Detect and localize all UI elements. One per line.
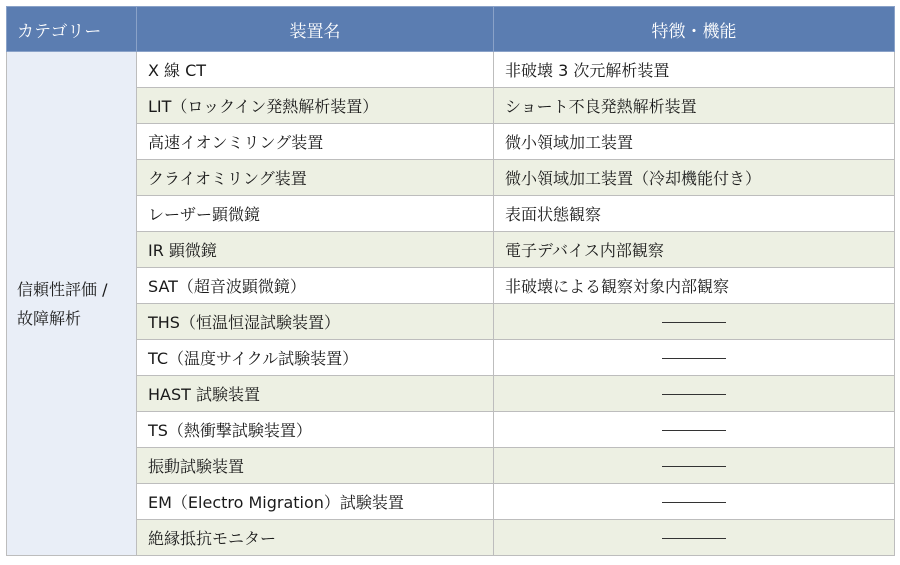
table-body	[7, 52, 895, 556]
device-name-cell: IR 顕微鏡	[137, 232, 494, 268]
feature-cell	[494, 376, 895, 412]
no-feature-dash	[662, 466, 726, 467]
feature-cell	[494, 304, 895, 340]
feature-cell: 微小領域加工装置	[494, 124, 895, 160]
category-cell	[7, 52, 137, 556]
table-row	[7, 520, 895, 556]
table-row	[7, 412, 895, 448]
header-category: カテゴリー	[7, 7, 137, 52]
device-name-cell: レーザー顕微鏡	[137, 196, 494, 232]
device-name-cell: SAT（超音波顕微鏡）	[137, 268, 494, 304]
category-label-line2: 故障解析	[17, 308, 82, 328]
device-name-cell: HAST 試験装置	[137, 376, 494, 412]
table-row	[7, 340, 895, 376]
no-feature-dash	[662, 322, 726, 323]
no-feature-dash	[662, 358, 726, 359]
device-name-cell: 高速イオンミリング装置	[137, 124, 494, 160]
table-row	[7, 88, 895, 124]
feature-cell: 非破壊 3 次元解析装置	[494, 52, 895, 88]
table-row	[7, 304, 895, 340]
table-row	[7, 448, 895, 484]
header-device-name: 装置名	[137, 7, 494, 52]
feature-cell: 表面状態観察	[494, 196, 895, 232]
device-name-cell: TS（熱衝撃試験装置）	[137, 412, 494, 448]
device-name-cell: X 線 CT	[137, 52, 494, 88]
table-row	[7, 268, 895, 304]
feature-cell: 非破壊による観察対象内部観察	[494, 268, 895, 304]
category-label-line1: 信頼性評価 /	[17, 279, 108, 299]
table-row	[7, 484, 895, 520]
device-name-cell: 振動試験装置	[137, 448, 494, 484]
table-row	[7, 376, 895, 412]
table-header	[7, 7, 895, 52]
device-name-cell: THS（恒温恒湿試験装置）	[137, 304, 494, 340]
feature-cell: ショート不良発熱解析装置	[494, 88, 895, 124]
no-feature-dash	[662, 538, 726, 539]
device-name-cell: EM（Electro Migration）試験装置	[137, 484, 494, 520]
device-name-cell: クライオミリング装置	[137, 160, 494, 196]
device-name-cell: 絶縁抵抗モニター	[137, 520, 494, 556]
device-name-cell: LIT（ロックイン発熱解析装置）	[137, 88, 494, 124]
feature-cell	[494, 484, 895, 520]
feature-cell: 微小領域加工装置（冷却機能付き）	[494, 160, 895, 196]
table-row	[7, 232, 895, 268]
header-features: 特徴・機能	[494, 7, 895, 52]
feature-cell: 電子デバイス内部観察	[494, 232, 895, 268]
no-feature-dash	[662, 394, 726, 395]
table-row	[7, 52, 895, 88]
feature-cell	[494, 412, 895, 448]
header-row	[7, 7, 895, 52]
device-name-cell: TC（温度サイクル試験装置）	[137, 340, 494, 376]
table-row	[7, 160, 895, 196]
no-feature-dash	[662, 430, 726, 431]
feature-cell	[494, 520, 895, 556]
no-feature-dash	[662, 502, 726, 503]
feature-cell	[494, 448, 895, 484]
feature-cell	[494, 340, 895, 376]
table-row	[7, 124, 895, 160]
table-row	[7, 196, 895, 232]
equipment-table	[6, 6, 895, 556]
